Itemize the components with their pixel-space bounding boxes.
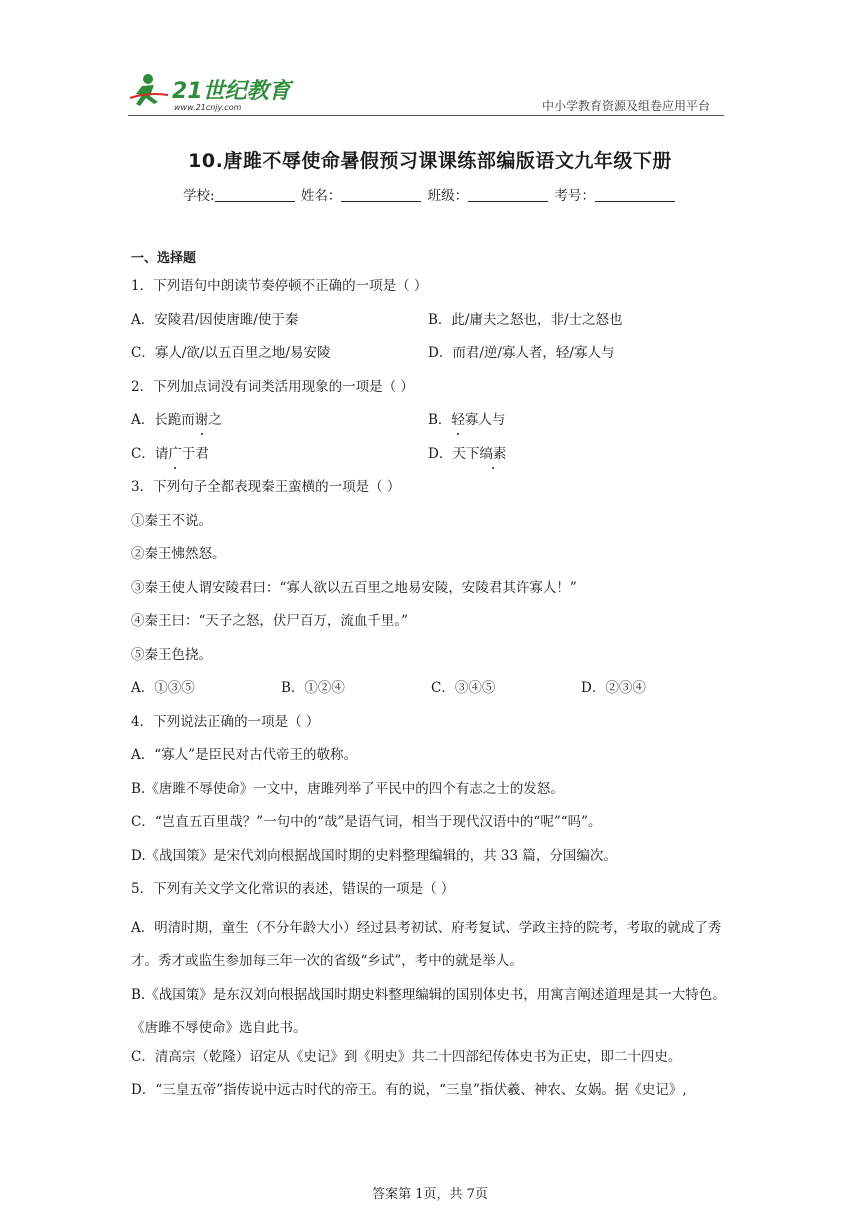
question-item: ①秦王不说。 <box>131 512 212 529</box>
option-row <box>131 309 731 343</box>
option: B．轻寡人与 <box>428 409 725 443</box>
option: A．“寡人”是臣民对古代帝王的敬称。 <box>131 747 358 763</box>
option-row <box>131 443 731 477</box>
option: C．“岂直五百里哉？”一句中的“哉”是语气词，相当于现代汉语中的“呢”“吗”。 <box>131 814 602 830</box>
name-label: 姓名： <box>300 188 342 204</box>
name-field[interactable] <box>341 187 421 202</box>
question-item: ⑤秦王色挠。 <box>131 646 212 663</box>
header-divider <box>128 115 724 116</box>
option: D．②③④ <box>581 680 646 696</box>
dotted-word: 轻 <box>451 409 465 431</box>
question-stem: 3．下列句子全都表现秦王蛮横的一项是（ ） <box>131 479 401 495</box>
exam-no-field[interactable] <box>595 187 675 202</box>
option: D．而君/逆/寡人者，轻/寡人与 <box>428 345 615 361</box>
dotted-word: 广 <box>168 443 182 465</box>
option-row <box>131 409 731 443</box>
option: D.《战国策》是宋代刘向根据战国时期的史料整理编辑的，共 33 篇，分国编次。 <box>131 847 617 864</box>
option: A．明清时期，童生（不分年龄大小）经过县考初试、府考复试、学政主持的院考，考取的就成了秀才。秀才或监生参加每三年一次的省级“乡试”，考中的就是举人。 <box>131 919 722 969</box>
option: C．清高宗（乾隆）诏定从《史记》到《明史》共二十四部纪传体史书为正史，即二十四史。 <box>131 1048 682 1065</box>
school-label: 学校: <box>183 188 215 204</box>
logo-text: 21世纪教育 <box>172 79 291 104</box>
student-info <box>0 184 860 204</box>
option: A．①③⑤ <box>131 680 195 696</box>
option: B.《唐雎不辱使命》一文中，唐雎列举了平民中的四个有志之士的发怒。 <box>131 780 564 797</box>
question-item: ④秦王曰：“天子之怒，伏尸百万，流血千里。” <box>131 613 409 629</box>
exam-no-label: 考号： <box>554 188 595 204</box>
school-field[interactable] <box>215 187 295 202</box>
class-label: 班级： <box>427 188 469 204</box>
option: A．安陵君/因使唐雎/使于秦 <box>131 311 299 328</box>
site-logo <box>128 68 298 118</box>
option: D．“三皇五帝”指传说中远古时代的帝王。有的说，“三皇”指伏羲、神农、女娲。据《史记》, <box>131 1082 687 1098</box>
logo-url: www.21cnjy.com <box>174 103 242 112</box>
question-stem: 4．下列说法正确的一项是（ ） <box>131 713 320 730</box>
question-stem: 1．下列语句中朗读节奏停顿不正确的一项是（ ） <box>131 278 428 294</box>
option: C．③④⑤ <box>431 680 496 696</box>
option: B．此/庸夫之怒也，非/士之怒也 <box>428 311 623 328</box>
option: B.《战国策》是东汉刘向根据战国时期史料整理编辑的国别体史书，用寓言阐述道理是其一大特色。《唐雎不辱使命》选自此书。 <box>131 986 726 1036</box>
platform-name: 中小学教育资源及组卷应用平台 <box>541 99 710 113</box>
page-title: 10.唐雎不辱使命暑假预习课课练部编版语文九年级下册 <box>188 150 672 172</box>
option-row <box>131 342 731 376</box>
dotted-word: 缟素 <box>479 443 506 465</box>
question-item: ②秦王怫然怒。 <box>131 546 226 562</box>
dotted-word: 谢 <box>195 409 209 431</box>
question-list <box>131 249 731 1113</box>
option-row <box>131 677 731 711</box>
class-field[interactable] <box>468 187 548 202</box>
question-item: ③秦王使人谓安陵君曰：“寡人欲以五百里之地易安陵，安陵君其许寡人！” <box>131 579 577 596</box>
section-title: 一、选择题 <box>131 251 197 266</box>
option: D．天下缟素 <box>428 443 725 477</box>
option: C．请广于君 <box>131 443 428 477</box>
option: A．长跪而谢之 <box>131 409 428 443</box>
option: B．①②④ <box>281 680 345 696</box>
option: C．寡人/欲/以五百里之地/易安陵 <box>131 345 331 361</box>
question-stem: 5．下列有关文学文化常识的表述，错误的一项是（ ） <box>131 881 455 897</box>
page-footer: 答案第 1页，共 7页 <box>372 1187 488 1202</box>
question-stem: 2．下列加点词没有词类活用现象的一项是（ ） <box>131 378 414 395</box>
